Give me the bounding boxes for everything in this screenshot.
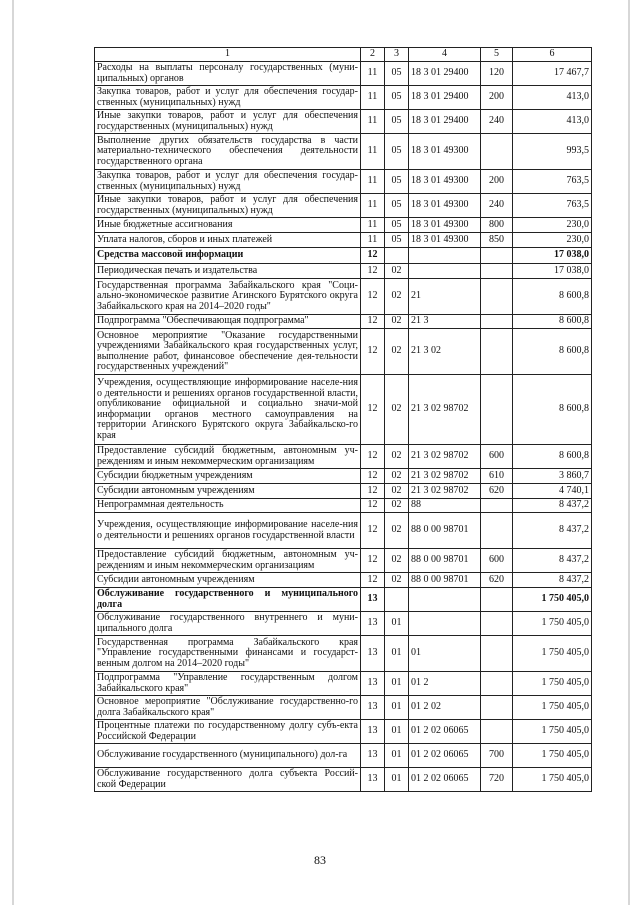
row-expense-type-cell (481, 134, 513, 170)
row-target-code-cell: 01 (409, 636, 481, 672)
table-row (95, 233, 592, 248)
row-name-cell: Предоставление субсидий бюджетным, автономным уч-реждениям и иным некоммерческим организациям (95, 549, 361, 573)
row-section-cell: 12 (361, 248, 385, 264)
row-expense-type-cell (481, 329, 513, 375)
row-section-cell: 12 (361, 315, 385, 329)
row-amount-cell: 1 750 405,0 (513, 744, 592, 768)
table-row (95, 612, 592, 636)
row-target-code-cell (409, 612, 481, 636)
row-target-code-cell: 18 3 01 49300 (409, 233, 481, 248)
row-target-code-cell: 21 3 02 98702 (409, 445, 481, 469)
row-expense-type-cell (481, 315, 513, 329)
row-subsection-cell: 02 (385, 329, 409, 375)
row-section-cell: 13 (361, 588, 385, 612)
row-name-cell: Субсидии бюджетным учреждениям (95, 469, 361, 484)
table-row (95, 329, 592, 375)
row-amount-cell: 1 750 405,0 (513, 588, 592, 612)
row-section-cell: 13 (361, 720, 385, 744)
row-amount-cell: 1 750 405,0 (513, 672, 592, 696)
row-subsection-cell: 05 (385, 62, 409, 86)
row-name-cell: Периодическая печать и издательства (95, 264, 361, 279)
table-row (95, 588, 592, 612)
row-expense-type-cell: 600 (481, 445, 513, 469)
row-expense-type-cell (481, 248, 513, 264)
row-subsection-cell: 02 (385, 484, 409, 499)
row-name-cell: Обслуживание государственного внутреннего и муни-ципального долга (95, 612, 361, 636)
row-expense-type-cell (481, 513, 513, 549)
row-name-cell: Основное мероприятие "Оказание государственными учреждениями Забайкальского края государственных услуг, выполнение работ, финансовое обеспечение дея-тельности государственных учреждений" (95, 329, 361, 375)
row-subsection-cell: 05 (385, 170, 409, 194)
table-row (95, 573, 592, 588)
scan-edge-right (628, 0, 630, 905)
row-expense-type-cell: 600 (481, 549, 513, 573)
row-expense-type-cell: 240 (481, 110, 513, 134)
row-subsection-cell (385, 588, 409, 612)
row-name-cell: Непрограммная деятельность (95, 499, 361, 513)
row-section-cell: 12 (361, 573, 385, 588)
row-target-code-cell: 88 0 00 98701 (409, 549, 481, 573)
row-amount-cell: 8 600,8 (513, 375, 592, 445)
row-amount-cell: 230,0 (513, 233, 592, 248)
table-row (95, 720, 592, 744)
row-section-cell: 11 (361, 194, 385, 218)
row-target-code-cell: 21 3 02 98702 (409, 484, 481, 499)
row-amount-cell: 1 750 405,0 (513, 720, 592, 744)
row-amount-cell: 17 038,0 (513, 248, 592, 264)
row-section-cell: 12 (361, 499, 385, 513)
row-section-cell: 11 (361, 134, 385, 170)
header-col-6: 6 (513, 48, 592, 62)
row-expense-type-cell: 610 (481, 469, 513, 484)
row-expense-type-cell: 700 (481, 744, 513, 768)
row-section-cell: 13 (361, 636, 385, 672)
row-section-cell: 12 (361, 469, 385, 484)
row-expense-type-cell (481, 499, 513, 513)
row-target-code-cell: 18 3 01 29400 (409, 110, 481, 134)
table-row (95, 375, 592, 445)
row-name-cell: Учреждения, осуществляющие информирование населе-ния о деятельности и решениях органов государственной власти (95, 513, 361, 549)
row-target-code-cell: 18 3 01 49300 (409, 170, 481, 194)
row-expense-type-cell (481, 588, 513, 612)
row-target-code-cell: 88 (409, 499, 481, 513)
row-section-cell: 12 (361, 375, 385, 445)
row-target-code-cell: 01 2 02 06065 (409, 768, 481, 792)
row-section-cell: 12 (361, 279, 385, 315)
row-target-code-cell: 01 2 02 (409, 696, 481, 720)
row-section-cell: 11 (361, 86, 385, 110)
table-row (95, 315, 592, 329)
row-name-cell: Обслуживание государственного и муниципального долга (95, 588, 361, 612)
row-subsection-cell: 02 (385, 264, 409, 279)
table-row (95, 636, 592, 672)
row-name-cell: Закупка товаров, работ и услуг для обеспечения государ-ственных (муниципальных) нужд (95, 170, 361, 194)
row-amount-cell: 17 038,0 (513, 264, 592, 279)
row-name-cell: Обслуживание государственного долга субъекта Россий-ской Федерации (95, 768, 361, 792)
row-expense-type-cell (481, 279, 513, 315)
row-subsection-cell: 02 (385, 573, 409, 588)
table-row (95, 264, 592, 279)
row-name-cell: Подпрограмма "Обеспечивающая подпрограмма" (95, 315, 361, 329)
header-col-2: 2 (361, 48, 385, 62)
row-subsection-cell: 02 (385, 499, 409, 513)
row-target-code-cell: 18 3 01 29400 (409, 62, 481, 86)
table-row (95, 768, 592, 792)
row-amount-cell: 8 437,2 (513, 549, 592, 573)
row-target-code-cell: 01 2 (409, 672, 481, 696)
row-amount-cell: 413,0 (513, 110, 592, 134)
row-name-cell: Иные закупки товаров, работ и услуг для обеспечения государственных (муниципальных) нужд (95, 110, 361, 134)
row-subsection-cell: 05 (385, 218, 409, 233)
row-subsection-cell: 05 (385, 134, 409, 170)
row-amount-cell: 763,5 (513, 194, 592, 218)
table-row (95, 279, 592, 315)
row-name-cell: Государственная программа Забайкальского края "Соци-ально-экономическое развитие Агинского Бурятского округа Забайкальского края на 2014–2020 годы" (95, 279, 361, 315)
row-expense-type-cell (481, 636, 513, 672)
table-row (95, 484, 592, 499)
row-section-cell: 13 (361, 612, 385, 636)
table-row (95, 170, 592, 194)
row-amount-cell: 8 437,2 (513, 573, 592, 588)
row-section-cell: 12 (361, 445, 385, 469)
header-col-1: 1 (95, 48, 361, 62)
row-expense-type-cell: 120 (481, 62, 513, 86)
row-target-code-cell: 01 2 02 06065 (409, 744, 481, 768)
row-expense-type-cell: 240 (481, 194, 513, 218)
row-name-cell: Обслуживание государственного (муниципального) дол-га (95, 744, 361, 768)
row-amount-cell: 413,0 (513, 86, 592, 110)
row-subsection-cell: 01 (385, 636, 409, 672)
table-row (95, 549, 592, 573)
row-name-cell: Субсидии автономным учреждениям (95, 573, 361, 588)
row-section-cell: 13 (361, 672, 385, 696)
row-name-cell: Уплата налогов, сборов и иных платежей (95, 233, 361, 248)
row-expense-type-cell: 850 (481, 233, 513, 248)
header-col-3: 3 (385, 48, 409, 62)
row-section-cell: 11 (361, 110, 385, 134)
row-target-code-cell: 21 3 02 98702 (409, 469, 481, 484)
row-subsection-cell (385, 248, 409, 264)
table-row (95, 218, 592, 233)
page-number: 83 (314, 853, 326, 867)
row-subsection-cell: 02 (385, 445, 409, 469)
row-amount-cell: 8 600,8 (513, 315, 592, 329)
row-subsection-cell: 01 (385, 612, 409, 636)
row-target-code-cell (409, 588, 481, 612)
row-expense-type-cell (481, 264, 513, 279)
row-name-cell: Предоставление субсидий бюджетным, автономным уч-реждениям и иным некоммерческим организациям (95, 445, 361, 469)
row-section-cell: 12 (361, 264, 385, 279)
row-name-cell: Расходы на выплаты персоналу государственных (муни-ципальных) органов (95, 62, 361, 86)
table-header-row (95, 48, 592, 62)
row-section-cell: 11 (361, 170, 385, 194)
row-subsection-cell: 02 (385, 375, 409, 445)
row-section-cell: 12 (361, 513, 385, 549)
table-row (95, 86, 592, 110)
row-subsection-cell: 05 (385, 86, 409, 110)
row-name-cell: Выполнение других обязательств государства в части материально-технического обеспечения деятельности государственного органа (95, 134, 361, 170)
row-amount-cell: 763,5 (513, 170, 592, 194)
row-name-cell: Подпрограмма "Управление государственным долгом Забайкальского края" (95, 672, 361, 696)
row-name-cell: Иные закупки товаров, работ и услуг для обеспечения государственных (муниципальных) нужд (95, 194, 361, 218)
row-expense-type-cell: 620 (481, 573, 513, 588)
table-row (95, 696, 592, 720)
row-amount-cell: 8 600,8 (513, 445, 592, 469)
row-section-cell: 13 (361, 744, 385, 768)
row-name-cell: Иные бюджетные ассигнования (95, 218, 361, 233)
table-row (95, 499, 592, 513)
row-target-code-cell: 21 (409, 279, 481, 315)
row-subsection-cell: 02 (385, 513, 409, 549)
row-expense-type-cell: 720 (481, 768, 513, 792)
row-amount-cell: 8 437,2 (513, 499, 592, 513)
row-section-cell: 11 (361, 218, 385, 233)
row-subsection-cell: 01 (385, 768, 409, 792)
scan-edge-left (12, 0, 14, 905)
row-expense-type-cell (481, 672, 513, 696)
row-section-cell: 12 (361, 549, 385, 573)
row-subsection-cell: 01 (385, 744, 409, 768)
table-row (95, 134, 592, 170)
row-section-cell: 11 (361, 62, 385, 86)
row-amount-cell: 993,5 (513, 134, 592, 170)
row-subsection-cell: 01 (385, 696, 409, 720)
row-section-cell: 12 (361, 484, 385, 499)
table-row (95, 469, 592, 484)
table-row (95, 672, 592, 696)
table-row (95, 744, 592, 768)
row-expense-type-cell (481, 696, 513, 720)
row-target-code-cell: 18 3 01 29400 (409, 86, 481, 110)
row-name-cell: Учреждения, осуществляющие информирование населе-ния о деятельности и решениях органов государственной власти, опубликование официальной и социально значи-мой информации органов местного самоуправления на территории Агинского Бурятского округа Забайкальско-го края (95, 375, 361, 445)
row-target-code-cell (409, 264, 481, 279)
row-target-code-cell: 88 0 00 98701 (409, 513, 481, 549)
row-amount-cell: 230,0 (513, 218, 592, 233)
row-name-cell: Субсидии автономным учреждениям (95, 484, 361, 499)
header-col-4: 4 (409, 48, 481, 62)
row-expense-type-cell: 200 (481, 86, 513, 110)
budget-table-body (95, 48, 592, 792)
row-subsection-cell: 05 (385, 110, 409, 134)
row-section-cell: 12 (361, 329, 385, 375)
row-expense-type-cell: 800 (481, 218, 513, 233)
row-amount-cell: 8 437,2 (513, 513, 592, 549)
row-expense-type-cell (481, 612, 513, 636)
row-amount-cell: 3 860,7 (513, 469, 592, 484)
table-row (95, 445, 592, 469)
row-name-cell: Основное мероприятие "Обслуживание государственно-го долга Забайкальского края" (95, 696, 361, 720)
row-subsection-cell: 05 (385, 233, 409, 248)
row-amount-cell: 17 467,7 (513, 62, 592, 86)
table-row (95, 62, 592, 86)
row-amount-cell: 8 600,8 (513, 279, 592, 315)
row-expense-type-cell (481, 720, 513, 744)
row-target-code-cell: 18 3 01 49300 (409, 218, 481, 233)
table-row (95, 513, 592, 549)
row-amount-cell: 1 750 405,0 (513, 636, 592, 672)
row-name-cell: Государственная программа Забайкальского края "Управление государственными финансами и государст-венным долгом на 2014–2020 годы" (95, 636, 361, 672)
row-target-code-cell: 21 3 02 (409, 329, 481, 375)
row-subsection-cell: 02 (385, 469, 409, 484)
row-target-code-cell: 18 3 01 49300 (409, 134, 481, 170)
row-subsection-cell: 01 (385, 672, 409, 696)
table-row (95, 194, 592, 218)
row-name-cell: Закупка товаров, работ и услуг для обеспечения государ-ственных (муниципальных) нужд (95, 86, 361, 110)
row-name-cell: Средства массовой информации (95, 248, 361, 264)
row-target-code-cell: 21 3 02 98702 (409, 375, 481, 445)
row-subsection-cell: 02 (385, 549, 409, 573)
row-amount-cell: 1 750 405,0 (513, 696, 592, 720)
row-amount-cell: 4 740,1 (513, 484, 592, 499)
row-subsection-cell: 05 (385, 194, 409, 218)
row-expense-type-cell: 200 (481, 170, 513, 194)
budget-table (94, 47, 592, 792)
row-section-cell: 13 (361, 768, 385, 792)
table-row (95, 110, 592, 134)
row-target-code-cell (409, 248, 481, 264)
row-section-cell: 13 (361, 696, 385, 720)
row-target-code-cell: 21 3 (409, 315, 481, 329)
table-row (95, 248, 592, 264)
row-subsection-cell: 01 (385, 720, 409, 744)
row-target-code-cell: 18 3 01 49300 (409, 194, 481, 218)
row-expense-type-cell: 620 (481, 484, 513, 499)
row-subsection-cell: 02 (385, 315, 409, 329)
row-target-code-cell: 88 0 00 98701 (409, 573, 481, 588)
row-amount-cell: 1 750 405,0 (513, 612, 592, 636)
row-amount-cell: 1 750 405,0 (513, 768, 592, 792)
row-name-cell: Процентные платежи по государственному долгу субъ-екта Российской Федерации (95, 720, 361, 744)
row-section-cell: 11 (361, 233, 385, 248)
row-expense-type-cell (481, 375, 513, 445)
row-amount-cell: 8 600,8 (513, 329, 592, 375)
row-subsection-cell: 02 (385, 279, 409, 315)
row-target-code-cell: 01 2 02 06065 (409, 720, 481, 744)
header-col-5: 5 (481, 48, 513, 62)
